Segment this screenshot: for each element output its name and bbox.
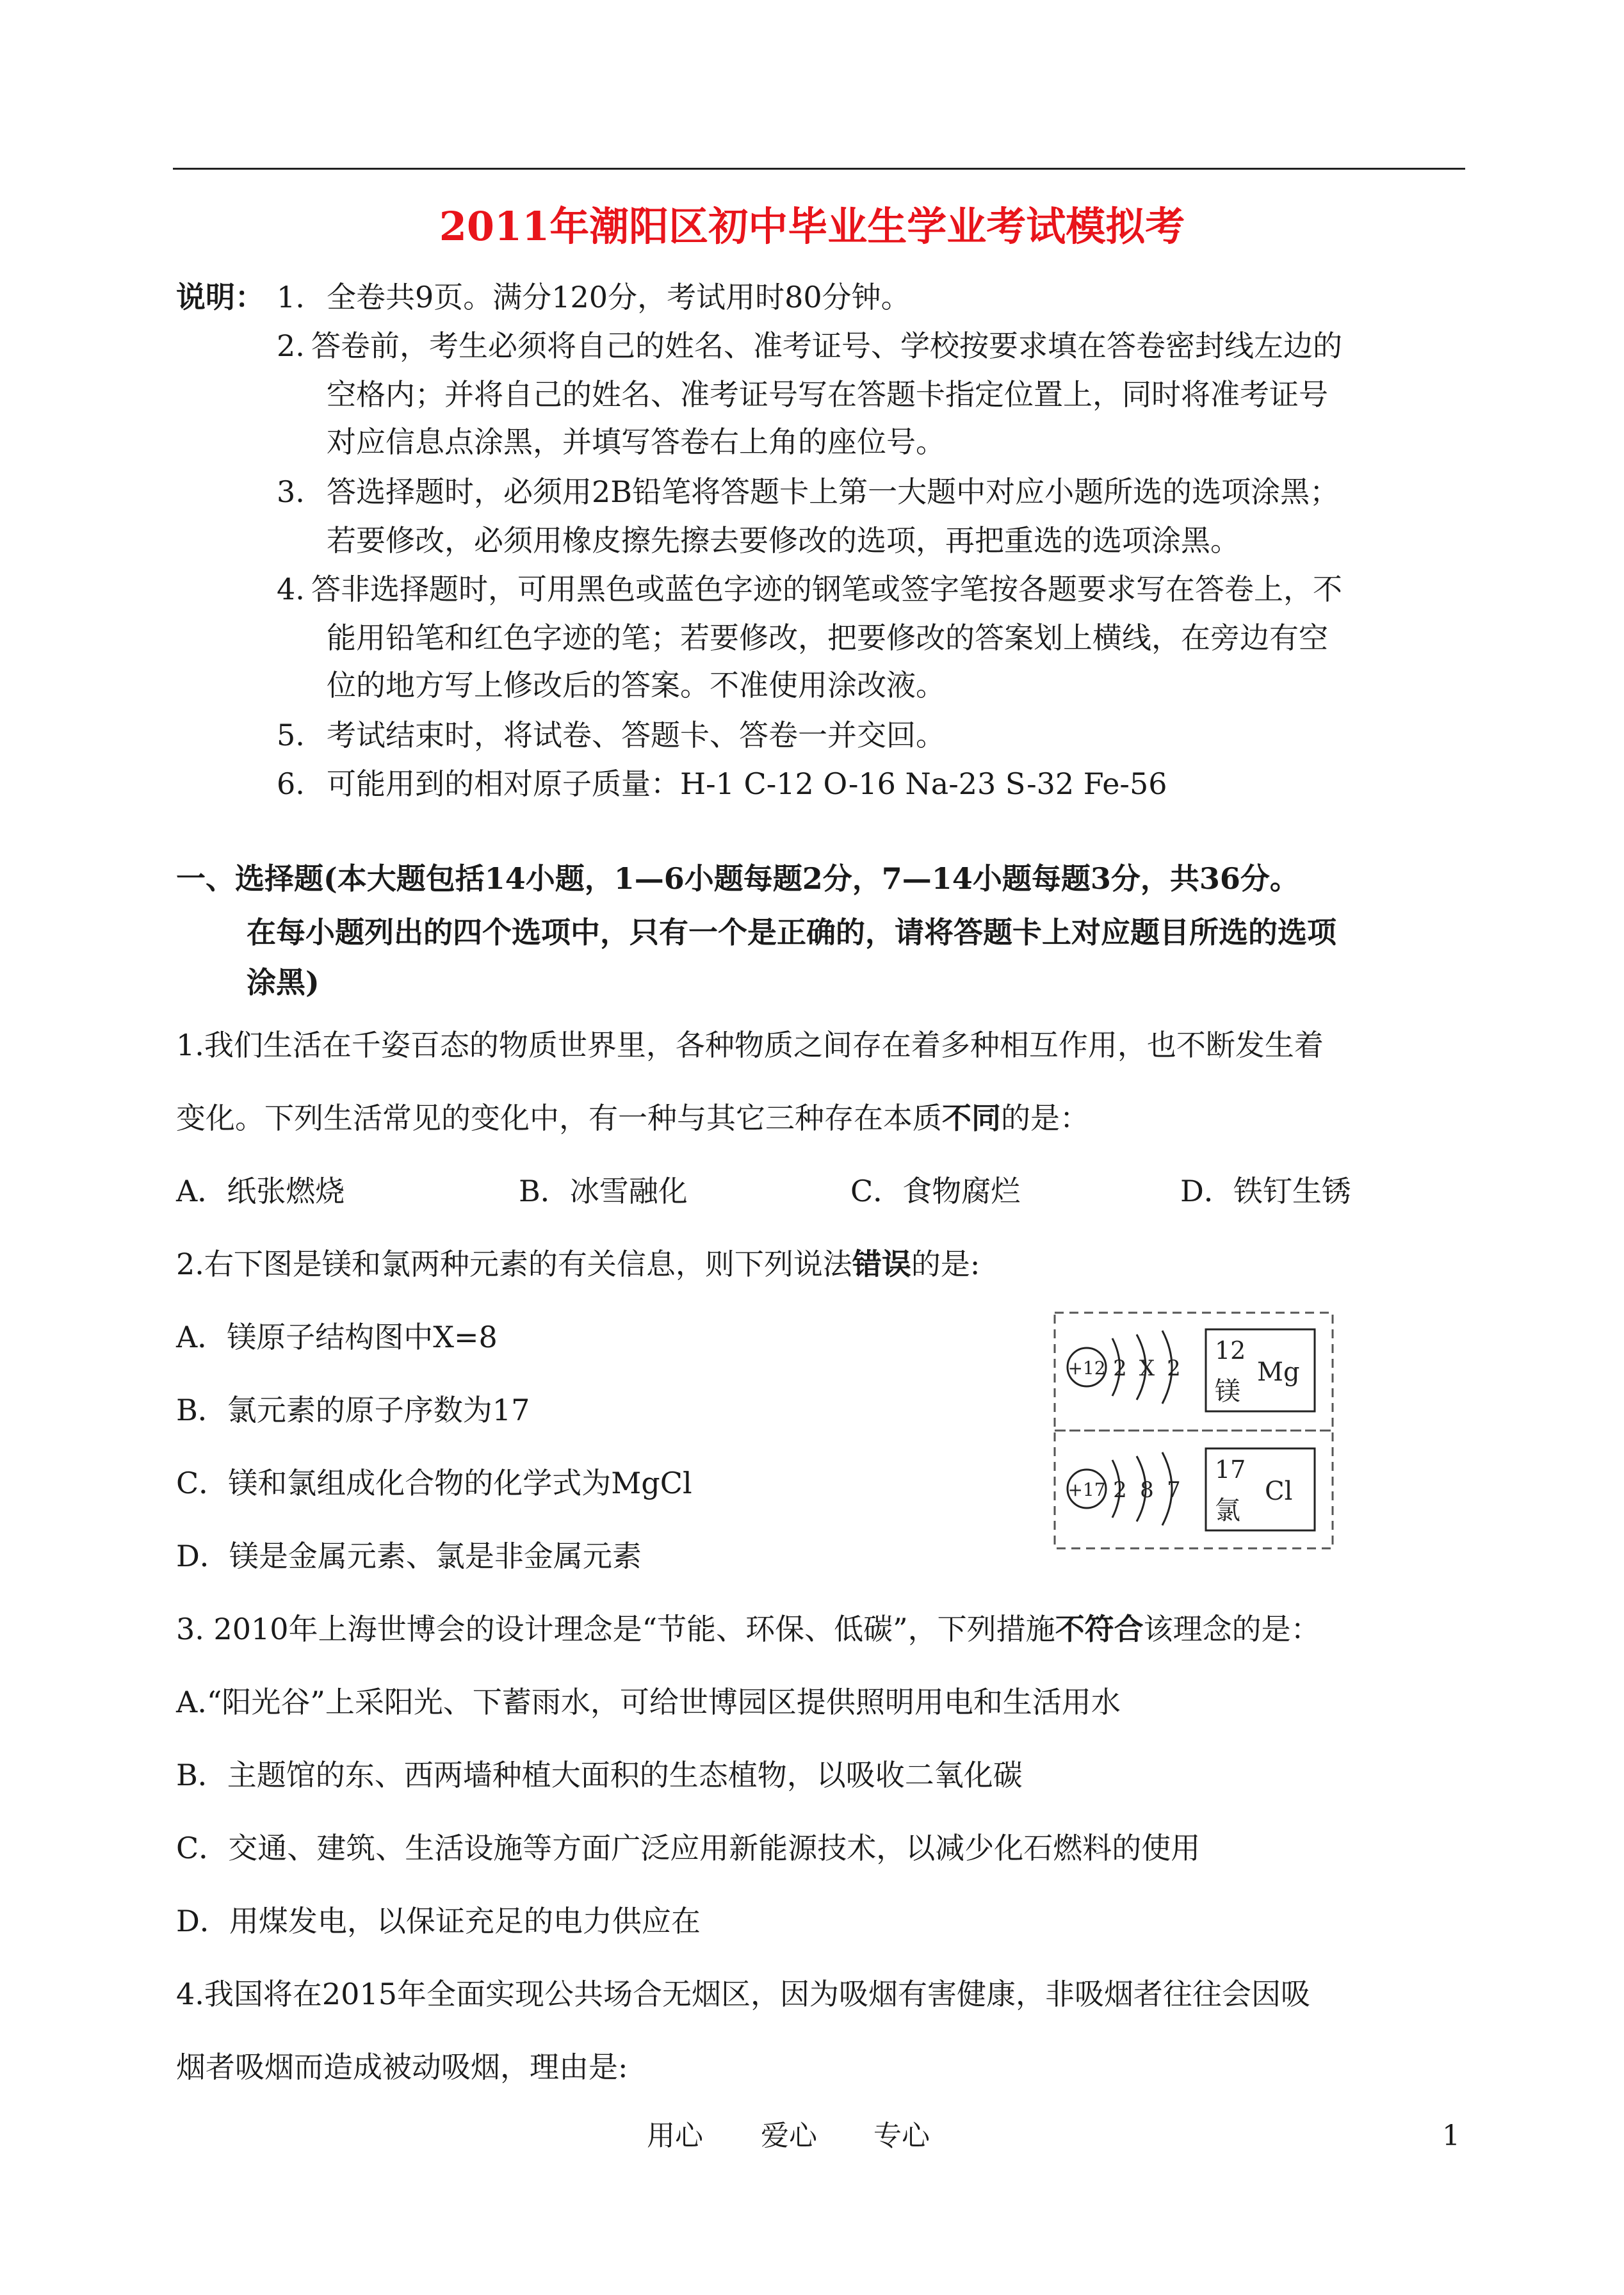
cl-shell-3: 7 — [1167, 1477, 1181, 1503]
instruction-line: 答选择题时，必须用2B铅笔将答题卡上第一大题中对应小题所选的选项涂黑； — [327, 474, 1340, 509]
cl-symbol: Cl — [1265, 1477, 1293, 1506]
atom-diagram — [1053, 1311, 1334, 1550]
section-heading-line: 在每小题列出的四个选项中，只有一个是正确的，请将答题卡上对应题目所选的选项 — [247, 915, 1336, 950]
option-c: C．镁和氯组成化合物的化学式为MgCl — [176, 1466, 692, 1500]
instruction-number: 2. — [277, 328, 305, 363]
instruction-line: 若要修改，必须用橡皮擦先擦去要修改的选项，再把重选的选项涂黑。 — [327, 523, 1240, 558]
instruction-line: 对应信息点涂黑，并填写答卷右上角的座位号。 — [327, 425, 945, 459]
question-stem: 变化。下列生活常见的变化中，有一种与其它三种存在本质不同的是： — [176, 1101, 1089, 1135]
option-c: C．交通、建筑、生活设施等方面广泛应用新能源技术，以减少化石燃料的使用 — [176, 1831, 1201, 1865]
footer-text: 用心 — [647, 2120, 703, 2152]
mg-shell-2: X — [1139, 1356, 1155, 1381]
instruction-number: 4. — [277, 572, 305, 606]
question-stem: 1.我们生活在千姿百态的物质世界里，各种物质之间存在着多种相互作用，也不断发生着 — [176, 1028, 1324, 1062]
footer-text: 爱心 — [761, 2120, 817, 2152]
instruction-line: 全卷共9页。满分120分，考试用时80分钟。 — [327, 280, 911, 314]
option-a: A．纸张燃烧 — [176, 1174, 345, 1208]
option-b: B．氯元素的原子序数为17 — [176, 1393, 530, 1427]
section-heading-line: 涂黑) — [247, 965, 320, 1000]
mg-atomic-number: 12 — [1215, 1336, 1246, 1365]
instruction-line: 答非选择题时，可用黑色或蓝色字迹的钢笔或签字笔按各题要求写在答卷上，不 — [311, 572, 1342, 606]
cl-name: 氯 — [1215, 1496, 1240, 1525]
exam-title: 2011年潮阳区初中毕业生学业考试模拟考 — [439, 203, 1185, 250]
instruction-line: 能用铅笔和红色字迹的笔；若要修改，把要修改的答案划上横线，在旁边有空 — [327, 620, 1328, 655]
option-c: C．食物腐烂 — [850, 1174, 1021, 1208]
instruction-line: 答卷前，考生必须将自己的姓名、准考证号、学校按要求填在答卷密封线左边的 — [311, 328, 1342, 363]
header-rule — [173, 168, 1465, 170]
instruction-number: 5. — [277, 718, 305, 752]
mg-nucleus: +12 — [1068, 1358, 1106, 1379]
instruction-number: 1. — [277, 280, 305, 314]
emphasis: 不符合 — [1055, 1612, 1144, 1646]
option-b: B．主题馆的东、西两墙种植大面积的生态植物，以吸收二氧化碳 — [176, 1758, 1023, 1792]
instruction-line: 空格内；并将自己的姓名、准考证号写在答题卡指定位置上，同时将准考证号 — [327, 377, 1328, 412]
option-d: D．镁是金属元素、氯是非金属元素 — [176, 1539, 642, 1573]
question-stem: 烟者吸烟而造成被动吸烟，理由是: — [176, 2050, 628, 2084]
instruction-number: 6. — [277, 766, 305, 801]
cl-shell-2: 8 — [1140, 1477, 1154, 1503]
instruction-line: 考试结束时，将试卷、答题卡、答卷一并交回。 — [327, 718, 945, 752]
section-heading-line: 一、选择题(本大题包括14小题，1—6小题每题2分，7—14小题每题3分，共36分。 — [176, 861, 1299, 896]
question-stem: 2.右下图是镁和氯两种元素的有关信息，则下列说法错误的是: — [176, 1247, 980, 1281]
instructions-label: 说明： — [176, 280, 264, 314]
mg-symbol: Mg — [1257, 1358, 1300, 1387]
instruction-line: 位的地方写上修改后的答案。不准使用涂改液。 — [327, 668, 945, 702]
footer-text: 专心 — [873, 2120, 930, 2152]
instruction-line: 可能用到的相对原子质量：H-1 C-12 O-16 Na-23 S-32 Fe-56 — [327, 766, 1167, 801]
cl-nucleus: +17 — [1068, 1479, 1106, 1500]
option-a: A．镁原子结构图中X=8 — [176, 1320, 498, 1354]
option-a: A.“阳光谷”上采阳光、下蓄雨水，可给世博园区提供照明用电和生活用水 — [176, 1685, 1121, 1719]
emphasis: 错误 — [852, 1247, 911, 1281]
emphasis: 不同 — [942, 1101, 1001, 1135]
option-b: B．冰雪融化 — [519, 1174, 688, 1208]
cl-shell-1: 2 — [1113, 1477, 1127, 1503]
option-d: D．铁钉生锈 — [1180, 1174, 1351, 1208]
instruction-number: 3. — [277, 474, 305, 509]
mg-shell-1: 2 — [1113, 1356, 1127, 1381]
option-d: D．用煤发电，以保证充足的电力供应在 — [176, 1904, 701, 1938]
page-number: 1 — [1442, 2120, 1460, 2152]
mg-name: 镁 — [1215, 1377, 1240, 1406]
question-stem: 4.我国将在2015年全面实现公共场合无烟区，因为吸烟有害健康，非吸烟者往往会因吸 — [176, 1977, 1310, 2011]
cl-atomic-number: 17 — [1215, 1456, 1246, 1484]
mg-shell-3: 2 — [1167, 1356, 1181, 1381]
question-stem: 3. 2010年上海世博会的设计理念是“节能、环保、低碳”，下列措施不符合该理念的是： — [176, 1612, 1320, 1646]
